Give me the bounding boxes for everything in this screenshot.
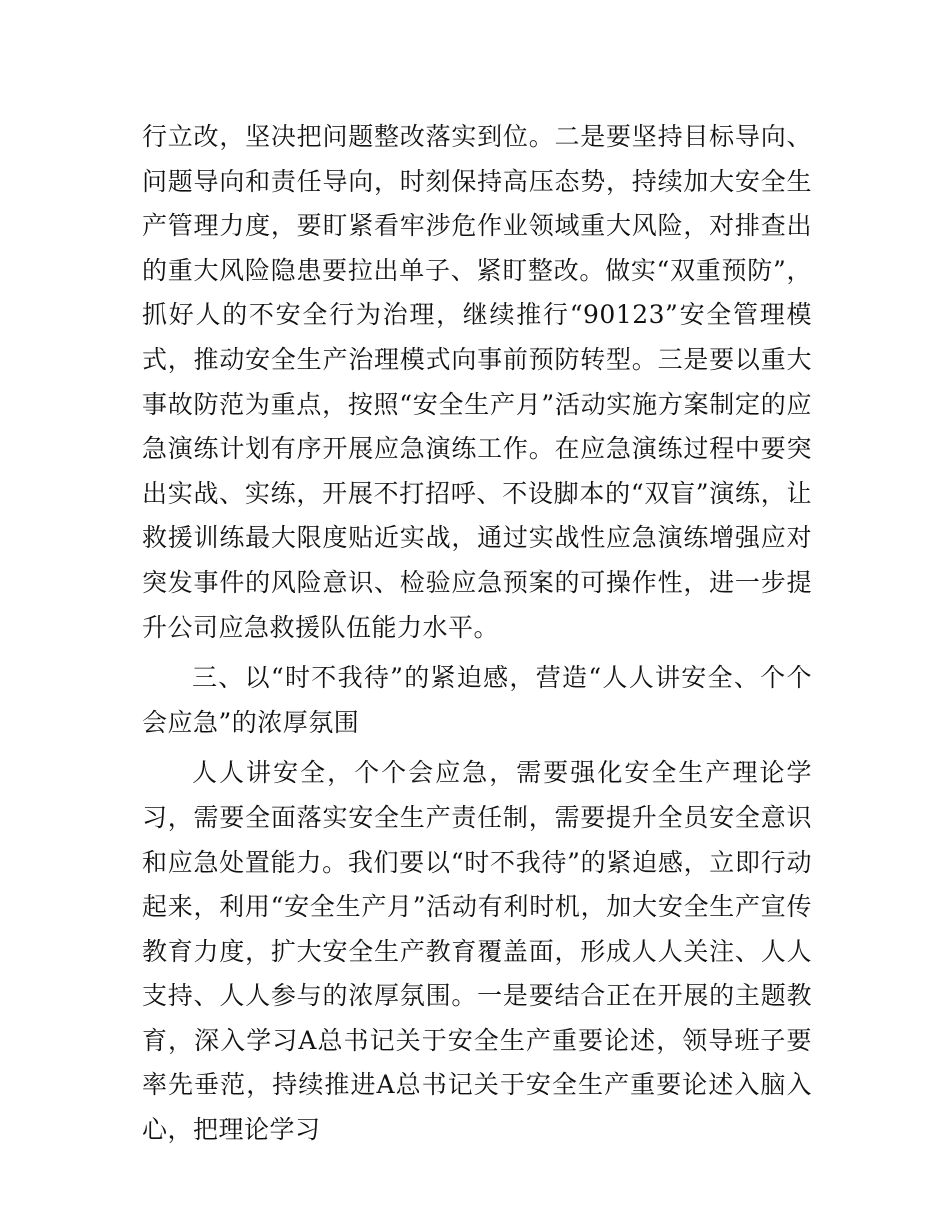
section-heading: 三、以“时不我待”的紧迫感，营造“人人讲安全、个个会应急”的浓厚氛围 bbox=[142, 663, 812, 737]
body-paragraph-continued: 行立改，坚决把问题整改落实到位。二是要坚持目标导向、问题导向和责任导向，时刻保持高压态势，持续加大安全生产管理力度，要盯紧看牢涉危作业领域重大风险，对排查出的重大风险隐患要拉出单子、紧盯整改。做实“双重预防”，抓好人的不安全行为治理，继续推行“90123”安全管理模式，推动安全生产治理模式向事前预防转型。三是要以重大事故防范为重点，按照“安全生产月”活动实施方案制定的应急演练计划有序开展应急演练工作。在应急演练过程中要突出实战、实练，开展不打招呼、不设脚本的“双盲”演练，让救援训练最大限度贴近实战，通过实战性应急演练增强应对突发事件的风险意识、检验应急预案的可操作性，进一步提升公司应急救援队伍能力水平。 bbox=[142, 122, 812, 642]
document-page bbox=[142, 115, 812, 1153]
body-paragraph: 人人讲安全，个个会应急，需要强化安全生产理论学习，需要全面落实安全生产责任制，需要提升全员安全意识和应急处置能力。我们要以“时不我待”的紧迫感，立即行动起来，利用“安全生产月”活动有利时机，加大安全生产宣传教育力度，扩大安全生产教育覆盖面，形成人人关注、人人支持、人人参与的浓厚氛围。一是要结合正在开展的主题教育，深入学习A总书记关于安全生产重要论述，领导班子要率先垂范，持续推进A总书记关于安全生产重要论述入脑入心，把理论学习 bbox=[142, 758, 812, 1145]
